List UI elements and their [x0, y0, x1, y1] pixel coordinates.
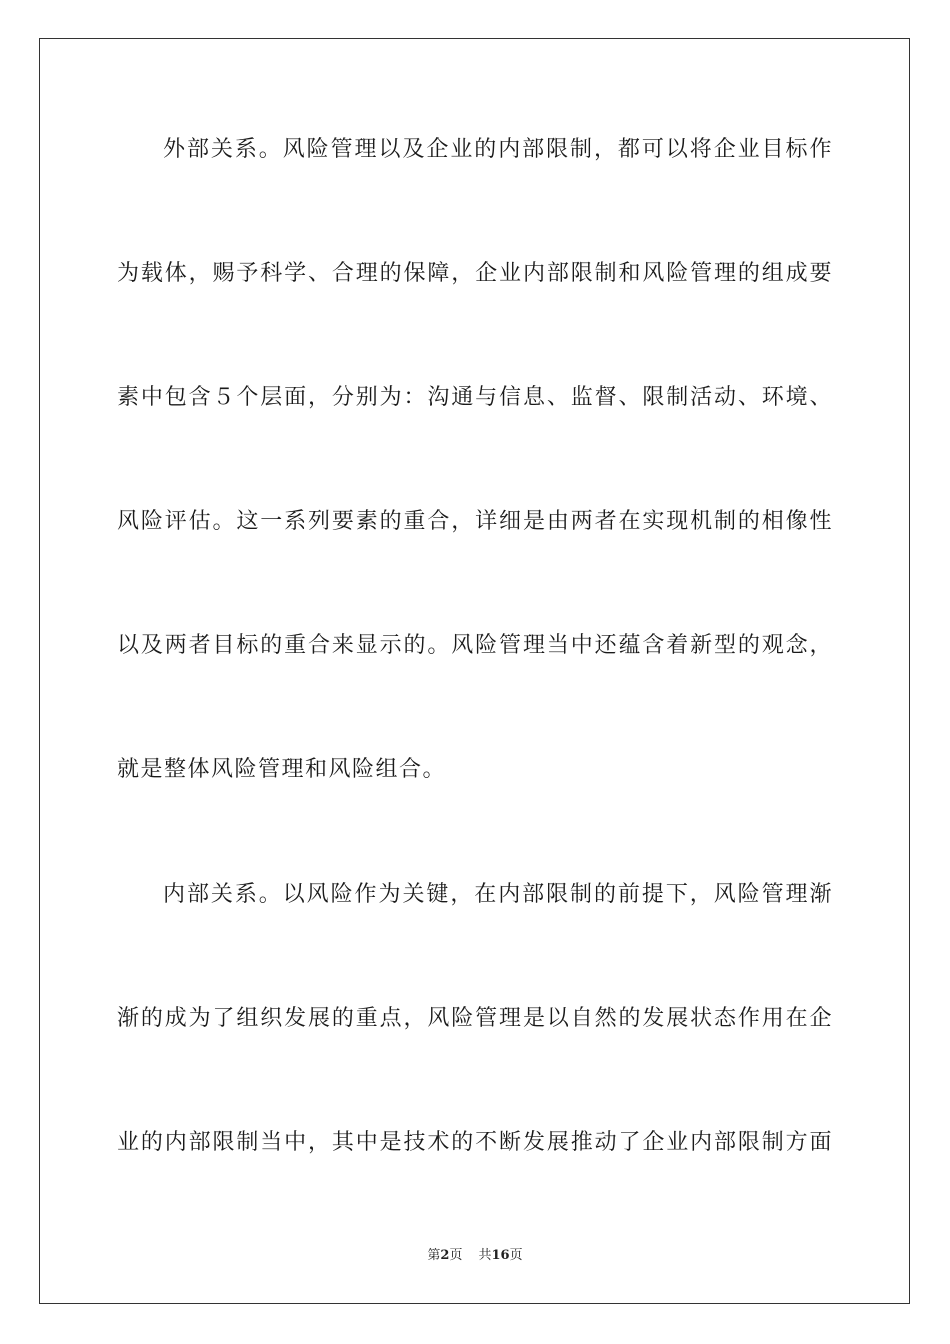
paragraph-2-line-3: 业的内部限制当中，其中是技术的不断发展推动了企业内部限制方面	[117, 1130, 833, 1155]
paragraph-1-line-2: 为载体，赐予科学、合理的保障，企业内部限制和风险管理的组成要	[117, 261, 833, 286]
paragraph-2-line-2: 渐的成为了组织发展的重点，风险管理是以自然的发展状态作用在企	[117, 1006, 833, 1031]
paragraph-1-line-6: 就是整体风险管理和风险组合。	[117, 757, 447, 782]
total-suffix: 页	[509, 1248, 523, 1263]
paragraph-1-line-4: 风险评估。这一系列要素的重合，详细是由两者在实现机制的相像性	[117, 509, 833, 534]
paragraph-1-line-5: 以及两者目标的重合来显示的。风险管理当中还蕴含着新型的观念，	[117, 633, 833, 658]
page-suffix: 页	[449, 1248, 463, 1263]
total-prefix: 共	[478, 1248, 492, 1263]
paragraph-2-line-1: 内部关系。以风险作为关键，在内部限制的前提下，风险管理渐	[163, 882, 833, 907]
page-prefix: 第	[427, 1248, 441, 1263]
page-border	[39, 38, 910, 1304]
page-footer	[0, 1247, 950, 1265]
total-pages: 16	[491, 1248, 510, 1263]
paragraph-1-line-1: 外部关系。风险管理以及企业的内部限制，都可以将企业目标作	[163, 137, 833, 162]
paragraph-1-line-3: 素中包含５个层面，分别为：沟通与信息、监督、限制活动、环境、	[117, 385, 833, 410]
page-number: 2	[440, 1248, 450, 1263]
